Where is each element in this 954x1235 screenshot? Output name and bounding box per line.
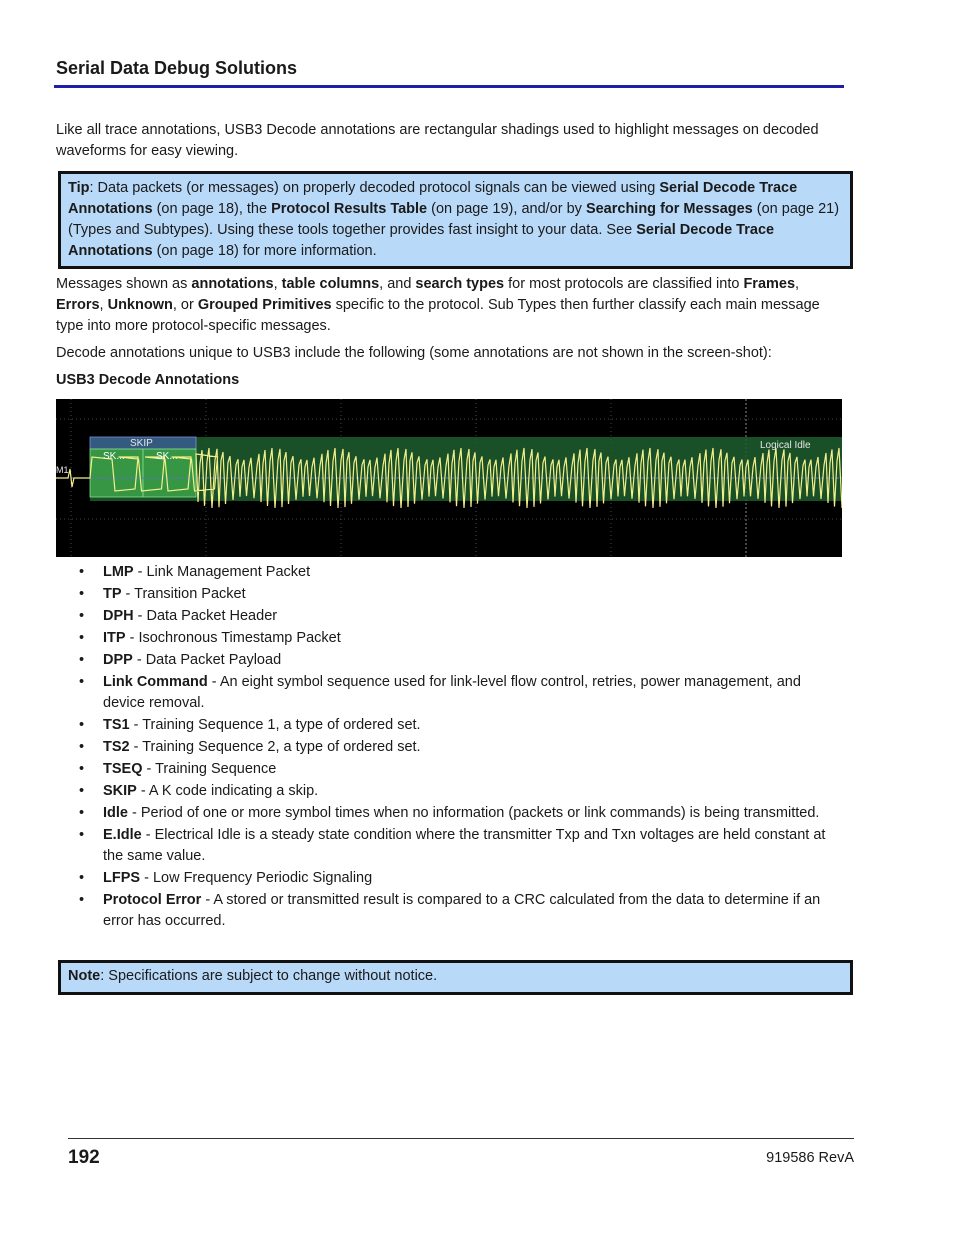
- page-number: 192: [68, 1147, 100, 1168]
- list-item: [56, 825, 846, 867]
- bold-term: Grouped Primitives: [197, 297, 332, 313]
- annotation-term: DPP: [103, 652, 133, 668]
- bold-term: search types: [415, 276, 505, 292]
- bullet-icon: •: [79, 717, 85, 733]
- annotation-term: Link Command: [103, 674, 208, 690]
- list-item: [56, 715, 846, 736]
- annotation-term: E.Idle: [103, 827, 142, 843]
- list-item: [56, 890, 846, 932]
- bullet-icon: •: [79, 827, 85, 843]
- bullet-icon: •: [79, 652, 85, 668]
- bold-term: annotations: [191, 276, 274, 292]
- annotation-term: Protocol Error: [103, 892, 202, 908]
- annotation-term: TS1: [103, 717, 130, 733]
- section-title: USB3 Decode Annotations: [56, 372, 240, 388]
- tip-text: (on page 21) (Types and Subtypes). Using these tools together provides fast insight to your data. See: [68, 201, 840, 238]
- list-item: [56, 584, 846, 605]
- tip-text: (on page 18) for more information.: [152, 243, 377, 259]
- bullet-icon: •: [79, 870, 85, 886]
- tip-text: : Data packets (or messages) on properly decoded protocol signals can be viewed using: [89, 180, 660, 196]
- annotation-description: - Electrical Idle is a steady state condition where the transmitter Txp and Txn voltages are held constant at the same value.: [103, 827, 826, 864]
- bullet-icon: •: [79, 564, 85, 580]
- list-item: [56, 759, 846, 780]
- note-box: [58, 960, 853, 995]
- sk-label-1: SK...: [103, 451, 125, 462]
- para-text: ,: [795, 276, 800, 292]
- link-serial-decode-trace-annotations-2[interactable]: Serial Decode Trace Annotations: [68, 222, 775, 259]
- annotation-description: - Training Sequence: [142, 761, 277, 777]
- bullet-icon: •: [79, 630, 85, 646]
- para-text: ,: [99, 297, 108, 313]
- bullet-icon: •: [79, 586, 85, 602]
- bullet-icon: •: [79, 892, 85, 908]
- channel-label: M1: [56, 465, 69, 475]
- list-item: [56, 606, 846, 627]
- link-searching-for-messages[interactable]: Searching for Messages: [585, 201, 753, 217]
- bullet-icon: •: [79, 783, 85, 799]
- note-label: Note: [68, 968, 101, 984]
- scope-display: [56, 399, 842, 557]
- tip-label: Tip: [68, 180, 90, 196]
- bold-term: Errors: [56, 297, 100, 313]
- annotation-list: [56, 562, 846, 933]
- annotation-description: - Data Packet Payload: [132, 652, 282, 668]
- bold-term: Unknown: [107, 297, 173, 313]
- link-protocol-results-table[interactable]: Protocol Results Table: [271, 201, 428, 217]
- annotation-description: - Isochronous Timestamp Packet: [125, 630, 341, 646]
- list-item: [56, 868, 846, 889]
- para-text: , and: [379, 276, 416, 292]
- document-id: 919586 RevA: [766, 1150, 854, 1166]
- annotation-description: - Period of one or more symbol times when no information (packets or link commands) is being transmitted.: [127, 805, 820, 821]
- sk-label-2: SK...: [156, 451, 178, 462]
- bullet-icon: •: [79, 608, 85, 624]
- annotation-term: TP: [103, 586, 122, 602]
- note-text: : Specifications are subject to change without notice.: [100, 968, 438, 984]
- list-item: [56, 562, 846, 583]
- annotation-description: - A stored or transmitted result is compared to a CRC calculated from the data to determine if an error has occurred.: [103, 892, 821, 929]
- messages-paragraph: [56, 274, 846, 337]
- annotation-term: TSEQ: [103, 761, 143, 777]
- page-header-title: Serial Data Debug Solutions: [56, 58, 298, 78]
- list-item: [56, 672, 846, 714]
- tip-box: [58, 171, 853, 269]
- bullet-icon: •: [79, 739, 85, 755]
- bullet-icon: •: [79, 805, 85, 821]
- annotation-description: - Training Sequence 2, a type of ordered set.: [129, 739, 421, 755]
- annotation-description: - Link Management Packet: [133, 564, 311, 580]
- logical-idle-label: Logical Idle: [760, 440, 811, 451]
- annotation-term: SKIP: [103, 783, 137, 799]
- bold-term: table columns: [281, 276, 380, 292]
- tip-text: (on page 18), the: [152, 201, 272, 217]
- footer-rule: [68, 1138, 854, 1139]
- annotation-description: - Training Sequence 1, a type of ordered set.: [129, 717, 421, 733]
- annotation-description: - Data Packet Header: [133, 608, 278, 624]
- list-item: [56, 737, 846, 758]
- annotation-description: - Low Frequency Periodic Signaling: [140, 870, 373, 886]
- bullet-icon: •: [79, 674, 85, 690]
- intro-paragraph: Like all trace annotations, USB3 Decode annotations are rectangular shadings used to highlight messages on decoded waveforms for easy viewing.: [56, 122, 819, 159]
- annotation-description: - An eight symbol sequence used for link-level flow control, retries, power management, and device removal.: [103, 674, 801, 711]
- list-item: [56, 781, 846, 802]
- annotation-term: DPH: [103, 608, 134, 624]
- bold-term: Frames: [743, 276, 796, 292]
- link-serial-decode-trace-annotations[interactable]: Serial Decode Trace Annotations: [68, 180, 798, 217]
- annotation-term: LFPS: [103, 870, 141, 886]
- annotation-description: - A K code indicating a skip.: [136, 783, 319, 799]
- list-item: [56, 628, 846, 649]
- tip-text: (on page 19), and/or by: [427, 201, 586, 217]
- annotation-term: ITP: [103, 630, 126, 646]
- annotation-term: TS2: [103, 739, 130, 755]
- annotation-term: LMP: [103, 564, 134, 580]
- list-item: [56, 803, 846, 824]
- oscilloscope-screenshot: [56, 399, 842, 557]
- para-text: Messages shown as: [56, 276, 192, 292]
- para-text: ,: [273, 276, 282, 292]
- annotation-term: Idle: [103, 805, 128, 821]
- para-text: specific to the protocol. Sub Types then further classify each main message type into more protocol-specific messages.: [56, 297, 820, 334]
- para-text: , or: [172, 297, 198, 313]
- list-item: [56, 650, 846, 671]
- annotation-description: - Transition Packet: [121, 586, 246, 602]
- skip-label: SKIP: [130, 438, 153, 449]
- para-text: for most protocols are classified into: [504, 276, 744, 292]
- bullet-icon: •: [79, 761, 85, 777]
- header-rule: [54, 85, 844, 88]
- unique-paragraph: Decode annotations unique to USB3 include the following (some annotations are not shown in the screen-shot):: [56, 345, 772, 361]
